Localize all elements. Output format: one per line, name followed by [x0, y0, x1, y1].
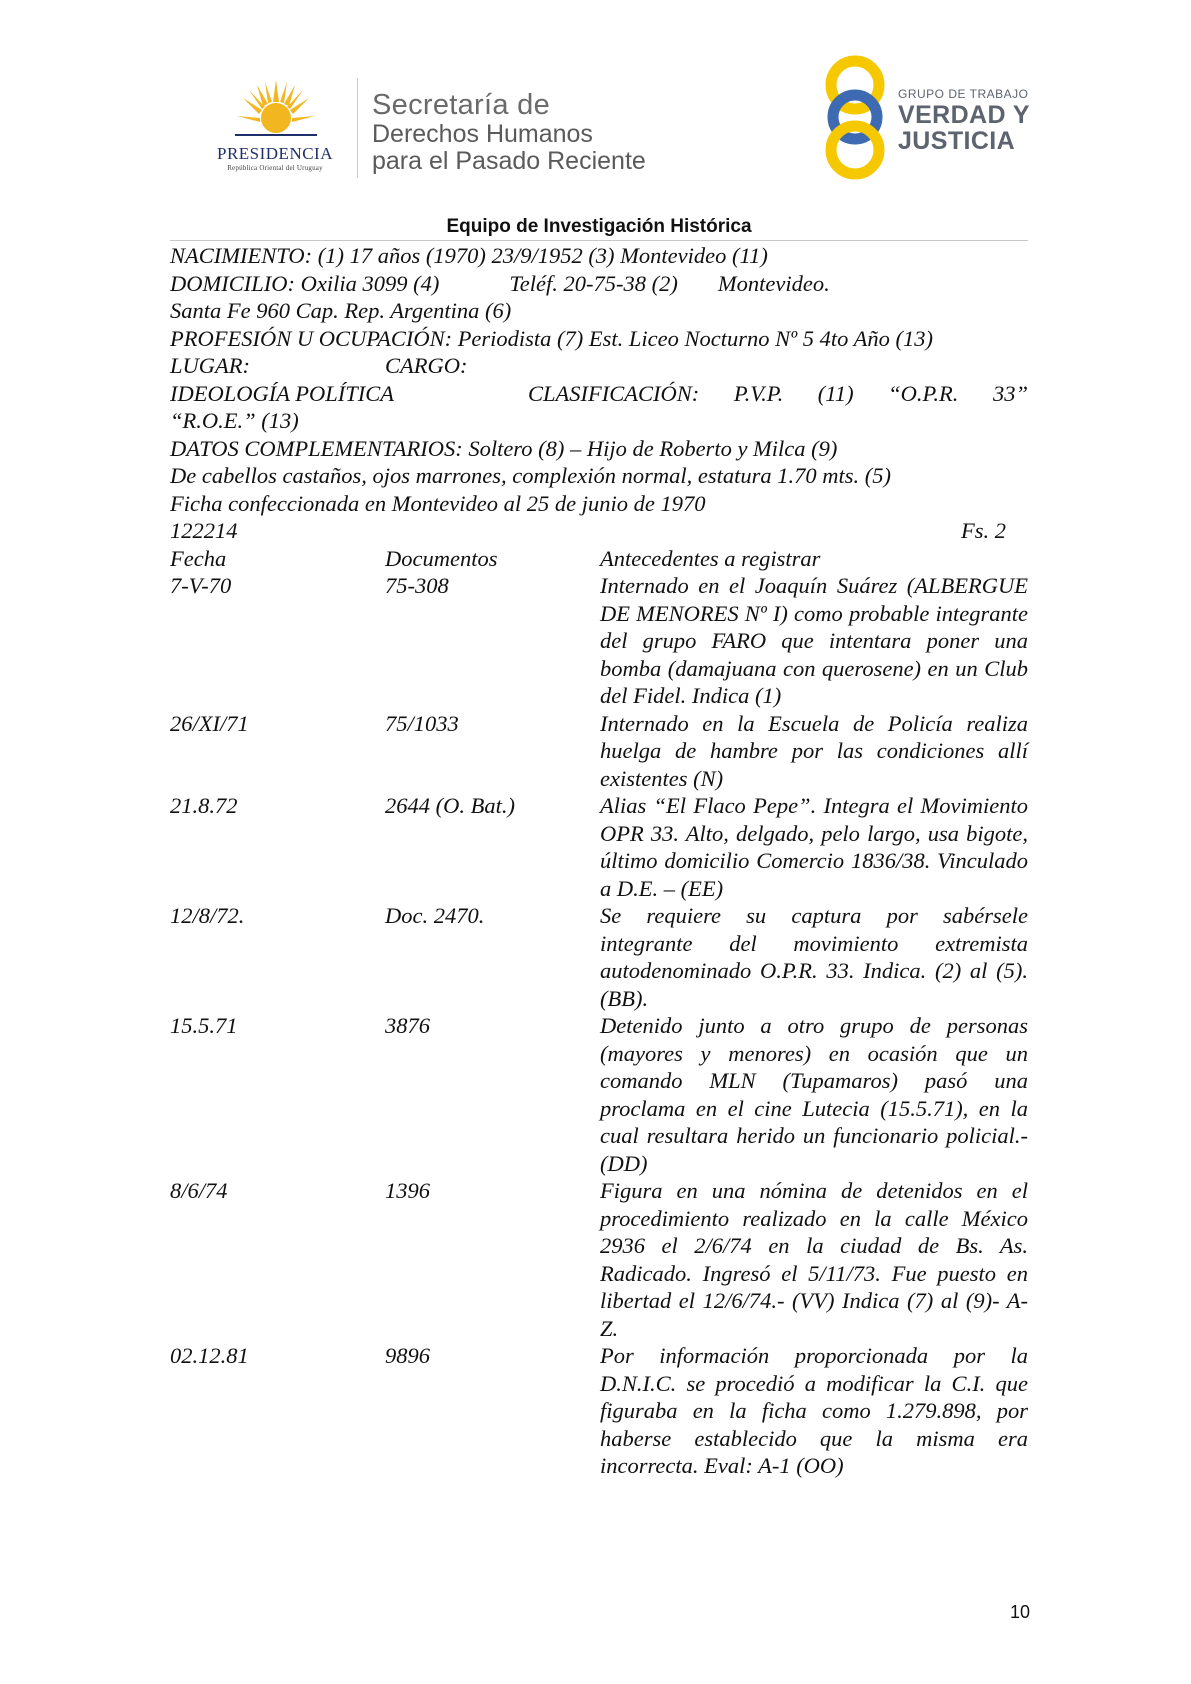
secretaria-logo-text — [372, 90, 722, 175]
row-fecha: 02.12.81 — [170, 1343, 249, 1368]
presidencia-wordmark: PRESIDENCIA — [216, 144, 333, 163]
row-antecedentes: Figura en una nómina de detenidos en el procedimiento realizado en la calle México 2936 el 2/6/74 en la ciudad de Bs. As. Radicado. Ingresó el 5/11/73. Fue puesto en libertad el 12/6/74.- (VV) Indica (7) al (9)- A-Z. — [600, 1178, 1028, 1341]
row-antecedentes: Internado en la Escuela de Policía realiza huelga de hambre por las condiciones allí existentes (N) — [600, 710, 1028, 791]
domicilio-text: DOMICILIO: Oxilia 3099 (4) — [170, 270, 440, 296]
presidencia-logo — [195, 78, 355, 178]
page-number: 10 — [1009, 1602, 1030, 1622]
table-row — [170, 792, 1028, 902]
roe-line: “R.O.E.” (13) — [170, 408, 299, 433]
pvp-value: P.V.P. — [733, 380, 784, 406]
row-documento: 75/1033 — [385, 710, 459, 736]
table-row — [170, 1342, 1028, 1480]
clasificacion-group — [528, 380, 1028, 408]
sun-emblem-icon — [235, 78, 317, 140]
table-row — [170, 1177, 1028, 1342]
row-fecha: 21.8.72 — [170, 793, 238, 818]
nacimiento-line: NACIMIENTO: (1) 17 años (1970) 23/9/1952 (3) Montevideo (11) — [170, 243, 768, 268]
row-documento: 1396 — [385, 1178, 430, 1203]
grupo-de-trabajo-label: GRUPO DE TRABAJO — [898, 87, 1029, 101]
lugar-cargo-line — [170, 352, 1028, 380]
antecedentes-table-header — [170, 545, 1028, 573]
clasificacion-label: CLASIFICACIÓN: — [528, 380, 700, 406]
row-fecha: 8/6/74 — [170, 1178, 228, 1203]
cargo-label: CARGO: — [385, 353, 468, 378]
table-row — [170, 710, 1028, 793]
secretaria-line-2: Derechos Humanos — [372, 120, 593, 148]
header-fecha: Fecha — [170, 545, 227, 571]
row-documento: 3876 — [385, 1013, 430, 1038]
row-antecedentes: Por información proporcionada por la D.N.I.C. se procedió a modificar la C.I. que figuraba en la ficha como 1.279.898, por haberse establecido que la misma era incorrecta. Eval: A-1 (OO) — [600, 1343, 1028, 1478]
title-rule — [170, 240, 1028, 241]
row-antecedentes: Internado en el Joaquín Suárez (ALBERGUE DE MENORES Nº I) como probable integrante del grupo FARO que intentara poner una bomba (damajuana con querosene) en un Club del Fidel. Indica (1) — [600, 573, 1028, 708]
header-documentos: Documentos — [385, 545, 498, 571]
ideologia-label: IDEOLOGÍA POLÍTICA — [170, 380, 394, 406]
ficha-number: 122214 — [170, 518, 238, 543]
justicia-label: JUSTICIA — [898, 127, 1016, 155]
record-content — [170, 242, 1028, 1480]
opr-value: “O.P.R. — [888, 380, 959, 406]
row-antecedentes: Detenido junto a otro grupo de personas (mayores y menores) en ocasión que un comando MLN (Tupamaros) pasó una proclama en el cine Lutecia (15.5.71), en la cual resultara herido un funcionario policial.- (DD) — [600, 1013, 1028, 1176]
team-title: Equipo de Investigación Histórica — [446, 216, 752, 237]
lugar-label: LUGAR: — [170, 353, 250, 378]
row-fecha: 26/XI/71 — [170, 710, 249, 736]
verdad-y-label: VERDAD Y — [898, 101, 1030, 129]
table-row — [170, 572, 1028, 710]
ficha-line: Ficha confeccionada en Montevideo al 25 de junio de 1970 — [170, 490, 706, 516]
table-row — [170, 1012, 1028, 1177]
secretaria-line-3: para el Pasado Reciente — [372, 147, 646, 175]
header-divider — [357, 78, 358, 178]
domicilio-city: Montevideo. — [717, 270, 830, 296]
ficha-number-row — [170, 517, 1028, 545]
presidencia-subtitle: República Oriental del Uruguay — [227, 164, 323, 172]
folio-label: Fs. 2 — [961, 518, 1006, 543]
domicilio-line — [170, 270, 1028, 298]
header-antecedentes: Antecedentes a registrar — [600, 545, 821, 571]
row-antecedentes: Se requiere su captura por sabérsele integrante del movimiento extremista autodenominado O.P.R. 33. Indica. (2) al (5). (BB). — [600, 903, 1028, 1011]
ideologia-line — [170, 380, 1028, 408]
telefono-text: Teléf. 20-75-38 (2) — [509, 270, 678, 296]
interlocked-rings-icon — [820, 55, 890, 180]
row-documento: 9896 — [385, 1343, 430, 1368]
pvp-ref: (11) — [817, 380, 854, 406]
verdad-justicia-text — [898, 87, 1030, 154]
row-fecha: 12/8/72. — [170, 903, 245, 928]
opr-number: 33” — [992, 380, 1028, 406]
datos-complementarios-line: DATOS COMPLEMENTARIOS: Soltero (8) – Hijo de Roberto y Milca (9) — [170, 435, 838, 461]
row-documento: Doc. 2470. — [385, 903, 485, 928]
row-antecedentes: Alias “El Flaco Pepe”. Integra el Movimiento OPR 33. Alto, delgado, pelo largo, usa bigote, último domicilio Comercio 1836/38. Vinculado a D.E. – (EE) — [600, 793, 1028, 901]
row-documento: 75-308 — [385, 573, 449, 598]
descripcion-fisica-line: De cabellos castaños, ojos marrones, complexión normal, estatura 1.70 mts. (5) — [170, 463, 891, 488]
row-fecha: 15.5.71 — [170, 1013, 238, 1038]
santa-fe-line: Santa Fe 960 Cap. Rep. Argentina (6) — [170, 298, 512, 323]
row-fecha: 7-V-70 — [170, 573, 232, 598]
table-row — [170, 902, 1028, 1012]
verdad-justicia-logo — [820, 55, 1040, 185]
page-header — [0, 0, 1191, 200]
secretaria-line-1: Secretaría de — [372, 89, 550, 121]
row-documento: 2644 (O. Bat.) — [385, 793, 515, 818]
profesion-line: PROFESIÓN U OCUPACIÓN: Periodista (7) Est. Liceo Nocturno Nº 5 4to Año (13) — [170, 325, 933, 351]
